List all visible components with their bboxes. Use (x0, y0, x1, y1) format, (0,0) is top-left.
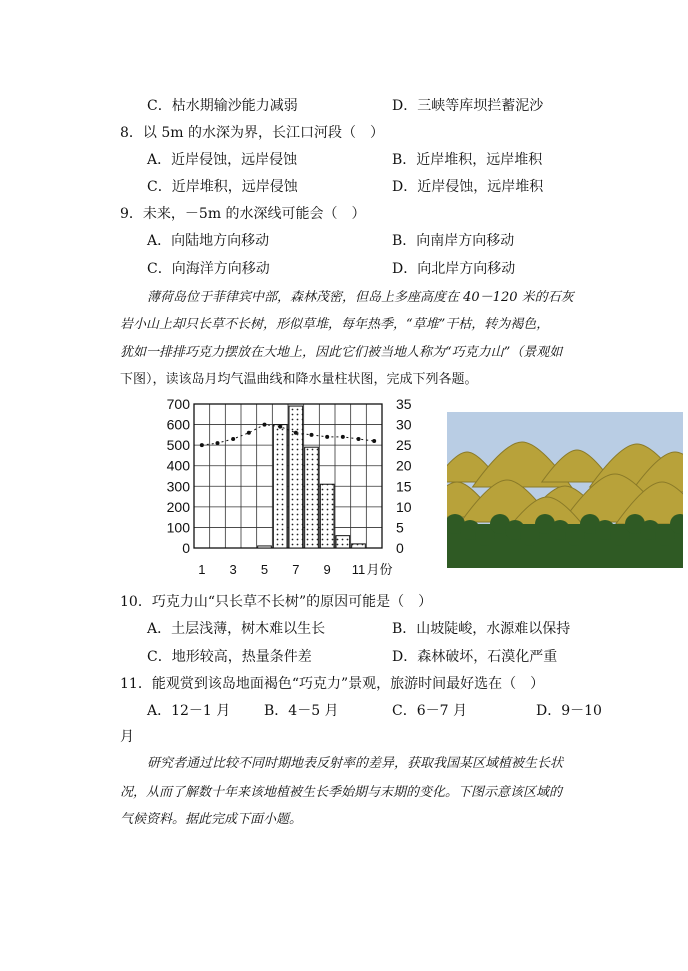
right-tick-label: 35 (396, 396, 412, 412)
right-tick-label: 30 (396, 416, 412, 433)
x-tick-label: 5 (260, 562, 269, 577)
precip-bar (336, 536, 350, 548)
right-tick-label: 5 (396, 519, 404, 536)
left-tick-label: 100 (166, 519, 190, 536)
q9-option-d: D．向北岸方向移动 (392, 261, 516, 277)
passage1-line3: 犹如一排排巧克力摆放在大地上，因此它们被当地人称为“巧克力山”（景观如 (120, 345, 563, 360)
left-tick-label: 400 (166, 457, 190, 474)
precip-bar (320, 484, 334, 548)
left-tick-label: 600 (166, 416, 190, 433)
temp-point (216, 441, 220, 445)
q9-option-c: C．向海洋方向移动 (147, 261, 270, 277)
precipitation-bars (258, 406, 366, 548)
left-tick-label: 0 (182, 540, 190, 556)
chart-grid (194, 404, 382, 548)
precip-bar (305, 447, 319, 548)
q11-option-b: B．4－5 月 (264, 703, 339, 719)
passage1-line4: 下图），读该岛月均气温曲线和降水量柱状图，完成下列各题。 (120, 372, 478, 387)
x-tick-label: 9 (323, 562, 331, 577)
x-tick-label: 1 (198, 562, 206, 577)
precip-bar (289, 406, 303, 548)
temp-point (357, 437, 361, 441)
q9-option-b: B．向南岸方向移动 (392, 233, 515, 249)
temp-point (325, 435, 329, 439)
q7-option-c: C．枯水期输沙能力减弱 (147, 98, 298, 114)
climate-chart (150, 392, 440, 584)
q11-stem: 11．能观赏到该岛地面褐色“巧克力”景观，旅游时间最好选在（ ） (120, 676, 545, 692)
q8-option-a: A．近岸侵蚀，远岸侵蚀 (147, 152, 298, 168)
temp-point (310, 433, 314, 437)
passage1-line2: 岩小山上却只长草不长树，形似草堆，每年热季，“草堆”干枯，转为褐色， (120, 317, 550, 332)
q11-option-d: D．9－10 (536, 703, 602, 719)
temp-point (200, 443, 204, 447)
left-tick-label: 200 (166, 498, 190, 515)
q7-option-d: D．三峡等库坝拦蓄泥沙 (392, 98, 544, 114)
q10-option-d: D．森林破坏，石漠化严重 (392, 649, 558, 665)
precip-bar (273, 425, 287, 548)
q8-option-b: B．近岸堆积，远岸堆积 (392, 152, 543, 168)
passage2-line1: 研究者通过比较不同时期地表反射率的差异，获取我国某区域植被生长状 (147, 756, 564, 771)
q8-stem: 8．以 5m 的水深为界，长江口河段（ ） (120, 125, 384, 141)
temp-point (372, 439, 376, 443)
passage1-line1: 薄荷岛位于菲律宾中部，森林茂密，但岛上多座高度在 40－120 米的石灰 (147, 290, 574, 305)
q8-option-d: D．近岸侵蚀，远岸堆积 (392, 179, 544, 195)
right-tick-label: 25 (396, 437, 412, 454)
temp-point (263, 423, 267, 427)
x-unit-label: 月份 (366, 562, 393, 577)
precip-bar (352, 544, 366, 548)
q8-option-c: C．近岸堆积，远岸侵蚀 (147, 179, 298, 195)
q9-stem: 9．未来，－5m 的水深线可能会（ ） (120, 206, 366, 222)
q10-stem: 10．巧克力山“只长草不长树”的原因可能是（ ） (120, 594, 433, 610)
temp-point (278, 425, 282, 429)
temp-point (294, 431, 298, 435)
right-tick-label: 20 (396, 457, 412, 474)
x-tick-label: 3 (229, 562, 237, 577)
q9-option-a: A．向陆地方向移动 (147, 233, 270, 249)
right-tick-label: 10 (396, 498, 412, 515)
chocolate-hills-photo (447, 412, 683, 568)
q10-option-a: A．土层浅薄，树木难以生长 (147, 621, 326, 637)
q11-option-d-wrap: 月 (120, 729, 134, 745)
right-tick-label: 15 (396, 478, 412, 495)
left-tick-label: 500 (166, 437, 190, 454)
precip-bar (258, 546, 272, 548)
left-tick-label: 300 (166, 478, 190, 495)
passage2-line3: 气候资料。据此完成下面小题。 (120, 812, 303, 827)
temp-point (247, 431, 251, 435)
passage2-line2: 况，从而了解数十年来该地植被生长季始期与末期的变化。下图示意该区域的 (120, 785, 563, 800)
right-tick-label: 0 (396, 540, 404, 556)
q10-option-b: B．山坡陡峻，水源难以保持 (392, 621, 571, 637)
x-tick-label: 11 (351, 562, 366, 577)
q11-option-a: A．12－1 月 (147, 703, 231, 719)
q11-option-c: C．6－7 月 (392, 703, 467, 719)
left-tick-label: 700 (166, 396, 190, 412)
temp-point (341, 435, 345, 439)
q10-option-c: C．地形较高，热量条件差 (147, 649, 312, 665)
temp-point (231, 437, 235, 441)
x-tick-label: 7 (292, 562, 300, 577)
